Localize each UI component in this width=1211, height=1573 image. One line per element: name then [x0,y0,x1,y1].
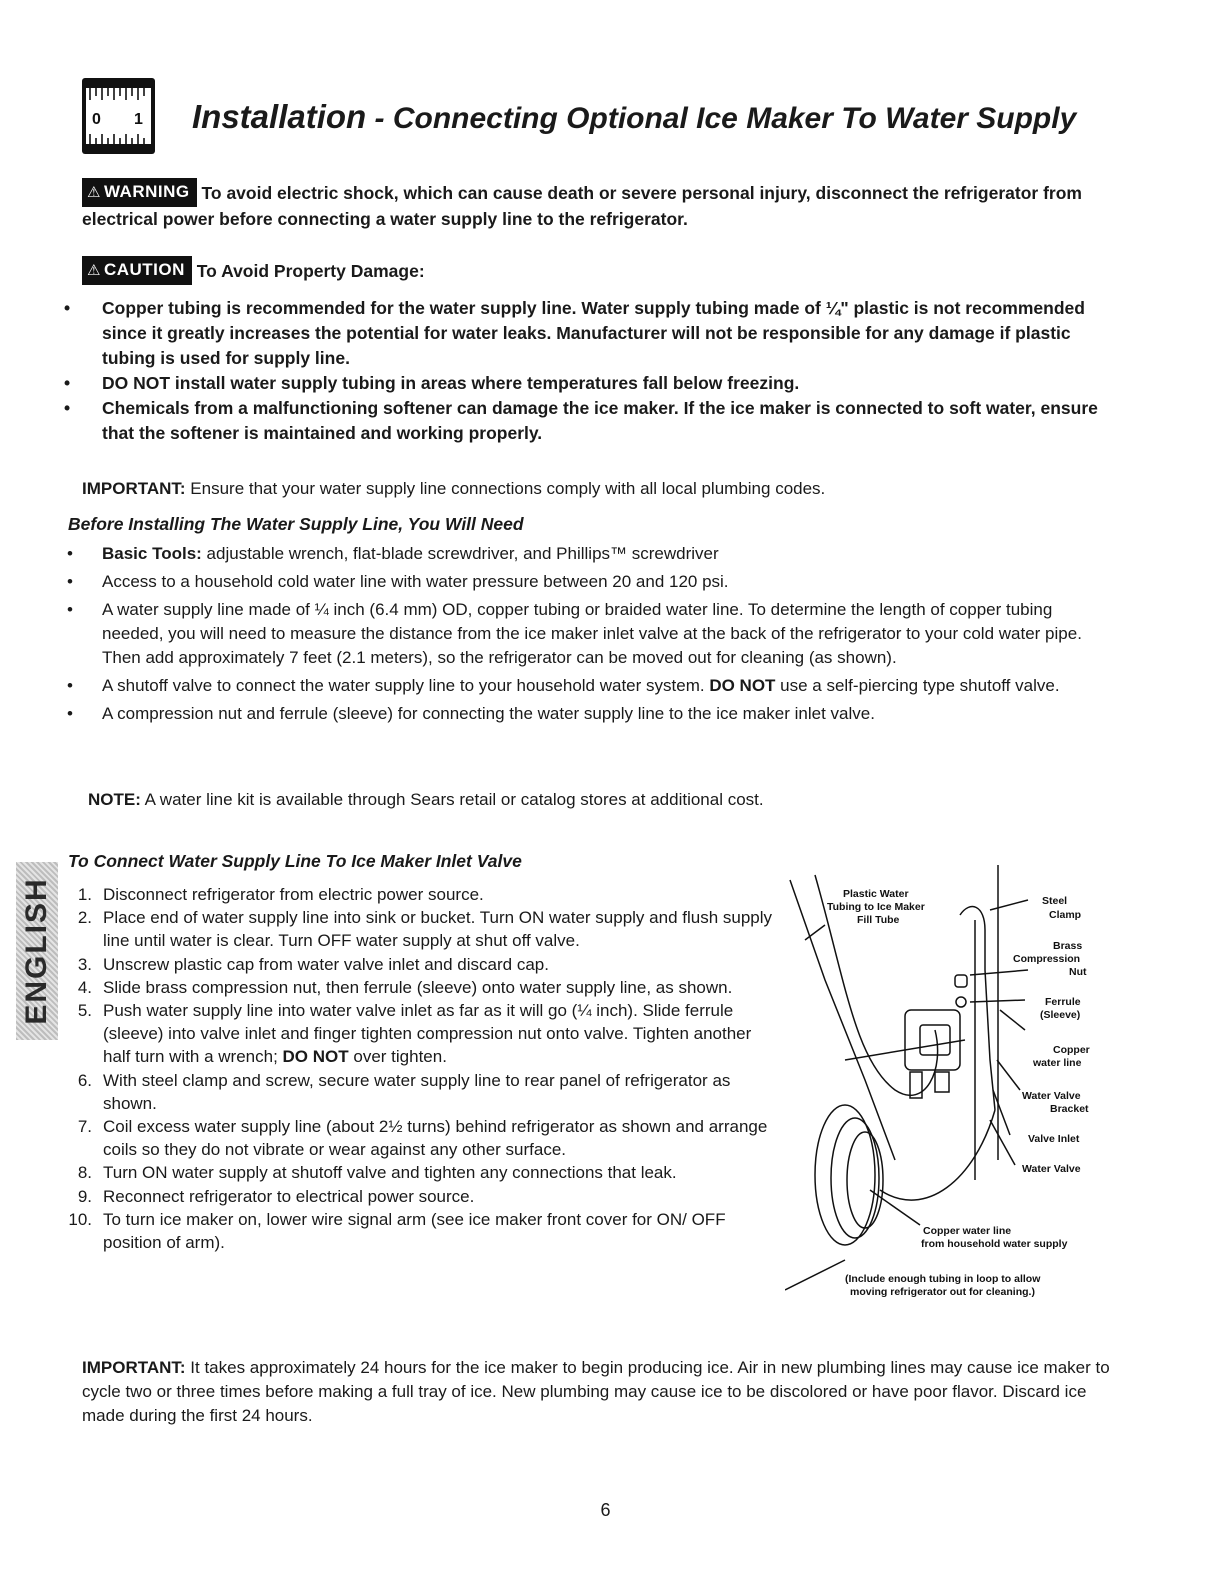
caution-item: • Copper tubing is recommended for the water supply line. Water supply tubing made of ¼" plastic is not recommended since it greatly increases the potential for water leaks. Manufacturer will not be responsible for any damage if plastic tubing is used for supply line. [62,296,1112,371]
important-text: It takes approximately 24 hours for the ice maker to begin producing ice. Air in new plumbing lines may cause ice maker to cycle two or three times before making a full tray of ice. New plumbing may cause ice to be discolored or have poor flavor. Discard ice made during the first 24 hours. [82,1358,1110,1425]
needs-list [66,542,1116,730]
label-valve-inlet: Valve Inlet [1028,1133,1080,1145]
needs-item-shutoff: • A shutoff valve to connect the water supply line to your household water system. DO NOT use a self-piercing type shutoff valve. [66,674,1116,698]
needs-item-supply-line: • A water supply line made of ¼ inch (6.4 mm) OD, copper tubing or braided water line. To determine the length of copper tubing needed, you will need to measure the distance from the ice maker inlet valve at the back of the refrigerator to your cold water pipe. Then add approximately 7 feet (2.1 meters), so the refrigerator can be moved out for cleaning (as shown). [66,598,1116,670]
step-item: 6. With steel clamp and screw, secure water supply line to rear panel of refrigerator as shown. [77,1070,731,1113]
warning-block [82,178,1112,231]
label-bracket: Bracket [1050,1103,1089,1115]
label-household-supply: from household water supply [921,1238,1068,1250]
step-item: 2. Place end of water supply line into sink or bucket. Turn ON water supply and flush supply line until water is clear. Turn OFF water supply at shut off valve. [77,908,773,951]
step-item: 8. Turn ON water supply at shutoff valve and tighten any connections that leak. [77,1163,677,1183]
diagram-drawing [785,860,1115,1310]
water-valve-diagram [785,860,1115,1310]
label-fill-tube: Fill Tube [857,914,900,926]
step-item: 1. Disconnect refrigerator from electric power source. [77,885,484,904]
label-brass: Brass [1053,940,1083,952]
note-text: A water line kit is available through Sears retail or catalog stores at additional cost. [140,790,764,809]
label-water-line: water line [1033,1057,1082,1069]
label-water-valve-bracket: Water Valve [1022,1090,1081,1102]
warning-badge: ⚠ WARNING [82,178,197,207]
step-item: 7. Coil excess water supply line (about 2½ turns) behind refrigerator as shown and arrange coils so they do not vibrate or wear against any other surface. [77,1117,768,1160]
title-sub: - Connecting Optional Ice Maker To Water Supply [366,102,1077,135]
caution-heading [82,256,425,285]
label-nut: Nut [1069,966,1087,978]
needs-item-access: • Access to a household cold water line with water pressure between 20 and 120 psi. [66,570,1116,594]
caution-item: • Chemicals from a malfunctioning softener can damage the ice maker. If the ice maker is connected to soft water, ensure that the softener is maintained and working properly. [62,396,1112,446]
label-copper: Copper [1053,1044,1090,1056]
note-label: NOTE: [88,790,141,809]
needs-item-compression: • A compression nut and ferrule (sleeve) for connecting the water supply line to the ice maker inlet valve. [66,702,1116,726]
page-title [192,98,1076,136]
ruler-digit-1: 1 [134,111,143,128]
warning-triangle-icon: ⚠ [87,184,101,201]
label-sleeve: (Sleeve) [1040,1009,1081,1021]
step-item: 10. To turn ice maker on, lower wire signal arm (see ice maker front cover for ON/ OFF position of arm). [68,1209,726,1253]
important-note-codes [82,477,825,501]
label-ferrule: Ferrule [1045,996,1081,1008]
label-compression: Compression [1013,953,1081,965]
note-kit [88,788,764,812]
caution-item: • DO NOT install water supply tubing in areas where temperatures fall below freezing. [62,371,1112,396]
before-installing-heading: Before Installing The Water Supply Line, You Will Need [68,514,524,534]
step-item: 5. Push water supply line into water valve inlet as far as it will go (¼ inch). Slide ferrule (sleeve) into valve inlet and finger tighten compression nut onto valve. Tighten another half turn with a wrench; DO NOT over tighten. [77,1001,752,1067]
label-steel: Steel [1042,895,1068,907]
label-water-valve: Water Valve [1022,1163,1081,1175]
important-label: IMPORTANT: [82,1358,186,1377]
page-number: 6 [600,1500,611,1520]
steps-list [62,883,782,1254]
caution-heading-text: To Avoid Property Damage: [196,261,425,281]
label-include-tubing: (Include enough tubing in loop to allow [845,1273,1041,1285]
important-label: IMPORTANT: [82,479,186,498]
label-copper-water-line: Copper water line [923,1225,1012,1237]
label-plastic-tubing: Plastic Water [843,888,909,900]
language-tab [16,862,58,1040]
label-plastic-tubing-2: Tubing to Ice Maker [827,901,925,913]
caution-badge: ⚠ CAUTION [82,256,192,285]
step-item: 3. Unscrew plastic cap from water valve inlet and discard cap. [77,954,549,974]
label-moving-refrigerator: moving refrigerator out for cleaning.) [850,1286,1035,1298]
ruler-digit-0: 0 [92,111,101,128]
important-text: Ensure that your water supply line connections comply with all local plumbing codes. [185,479,826,498]
connect-heading: To Connect Water Supply Line To Ice Maker Inlet Valve [68,851,522,871]
step-item: 4. Slide brass compression nut, then ferrule (sleeve) onto water supply line, as shown. [77,977,733,997]
label-clamp: Clamp [1049,909,1082,921]
caution-triangle-icon: ⚠ [87,262,101,279]
caution-list [62,296,1112,446]
ruler-icon [82,78,155,154]
title-main: Installation [192,98,367,135]
needs-item-tools: • Basic Tools: adjustable wrench, flat-blade screwdriver, and Phillips™ screwdriver [66,542,1116,566]
important-note-24-hours [82,1356,1122,1428]
warning-text: To avoid electric shock, which can cause death or severe personal injury, disconnect the refrigerator from electrical power before connecting a water supply line to the refrigerator. [82,183,1082,229]
step-item: 9. Reconnect refrigerator to electrical power source. [77,1186,475,1206]
language-tab-label: ENGLISH [20,877,53,1025]
